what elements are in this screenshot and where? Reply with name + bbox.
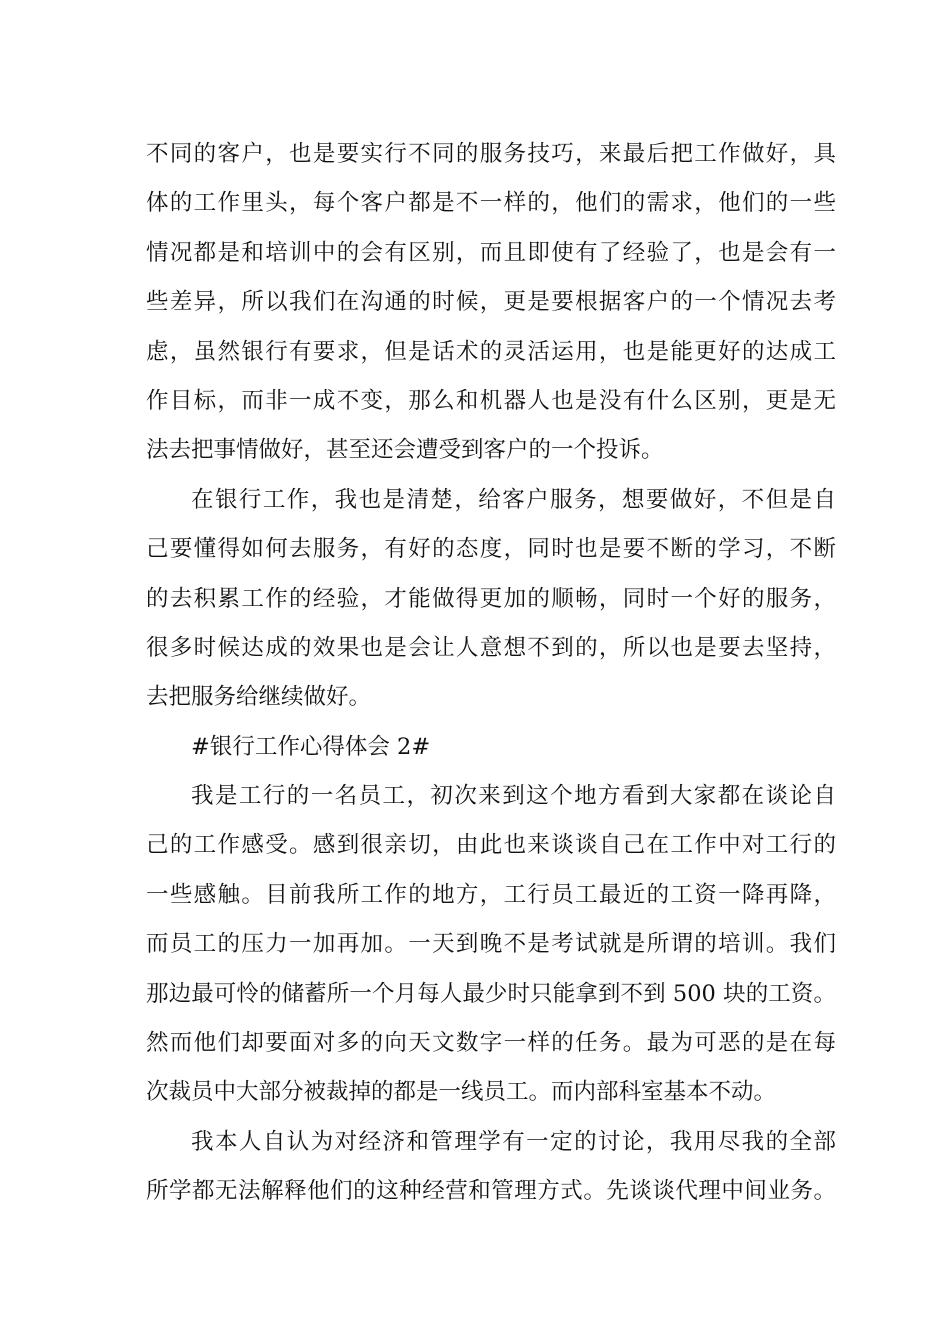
text-line: 很多时候达成的效果也是会让人意想不到的，所以也是要去坚持， — [146, 634, 836, 661]
text-line: 的去积累工作的经验，才能做得更加的顺畅，同时一个好的服务， — [146, 585, 836, 612]
text-line: 虑，虽然银行有要求，但是话术的灵活运用，也是能更好的达成工 — [146, 338, 836, 365]
text-line: 体的工作里头，每个客户都是不一样的，他们的需求，他们的一些 — [146, 190, 836, 217]
text-line: 一些感触。目前我所工作的地方，工行员工最近的工资一降再降， — [146, 881, 836, 908]
text-line: 些差异，所以我们在沟通的时候，更是要根据客户的一个情况去考 — [146, 289, 836, 316]
text-line: 己的工作感受。感到很亲切，由此也来谈谈自己在工作中对工行的 — [146, 832, 836, 859]
text-line: 己要懂得如何去服务，有好的态度，同时也是要不断的学习，不断 — [146, 536, 836, 563]
text-line: 去把服务给继续做好。 — [146, 684, 372, 711]
text-line: 不同的客户，也是要实行不同的服务技巧，来最后把工作做好，具 — [146, 141, 836, 167]
text-line: 作目标，而非一成不变，那么和机器人也是没有什么区别，更是无 — [146, 387, 836, 414]
text-line: 情况都是和培训中的会有区别，而且即使有了经验了，也是会有一 — [146, 239, 836, 266]
text-line: 我本人自认为对经济和管理学有一定的讨论，我用尽我的全部 — [191, 1128, 836, 1155]
text-line: 在银行工作，我也是清楚，给客户服务，想要做好，不但是自 — [191, 486, 836, 513]
text-line: 所学都无法解释他们的这种经营和管理方式。先谈谈代理中间业务。 — [146, 1178, 836, 1205]
text-line: 那边最可怜的储蓄所一个月每人最少时只能拿到不到 500 块的工资。 — [146, 980, 836, 1007]
text-line: 我是工行的一名员工，初次来到这个地方看到大家都在谈论自 — [191, 783, 836, 810]
text-line: 法去把事情做好，甚至还会遭受到客户的一个投诉。 — [146, 437, 664, 464]
text-line: 次裁员中大部分被裁掉的都是一线员工。而内部科室基本不动。 — [146, 1079, 777, 1106]
text-line: 而员工的压力一加再加。一天到晚不是考试就是所谓的培训。我们 — [146, 931, 836, 958]
section-heading: #银行工作心得体会 2# — [191, 733, 431, 760]
text-line: 然而他们却要面对多的向天文数字一样的任务。最为可恶的是在每 — [146, 1030, 836, 1057]
document-body — [146, 130, 836, 1217]
